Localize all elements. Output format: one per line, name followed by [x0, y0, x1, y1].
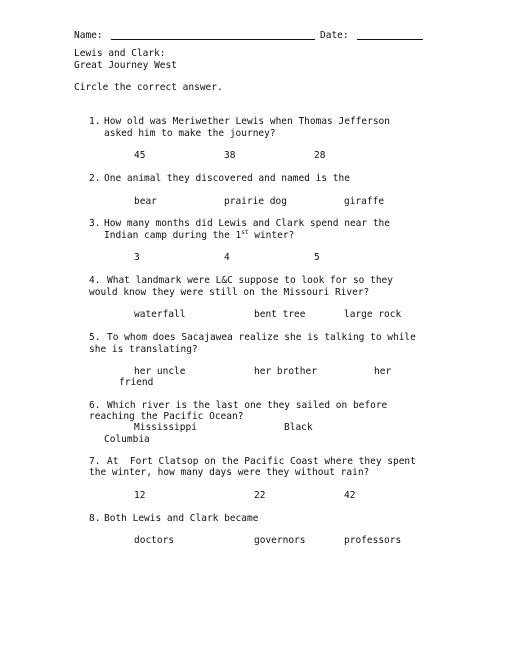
question-number: 2. — [89, 173, 101, 184]
answer-option[interactable]: professors — [344, 535, 402, 546]
question-text: reaching the Pacific Ocean? — [89, 411, 244, 422]
answer-option[interactable]: 38 — [224, 150, 236, 161]
title-line-2: Great Journey West — [74, 60, 177, 71]
answer-option[interactable]: her uncle — [134, 366, 186, 377]
question-number: 6. — [89, 400, 101, 411]
question-number: 8. — [89, 513, 101, 524]
answer-option[interactable]: 42 — [344, 490, 356, 501]
answer-option[interactable]: 45 — [134, 150, 146, 161]
question-text: Which river is the last one they sailed on before — [107, 400, 388, 411]
answer-option[interactable]: 12 — [134, 490, 146, 501]
question-text: the winter, how many days were they without rain? — [89, 467, 370, 478]
instructions: Circle the correct answer. — [74, 82, 223, 93]
answer-option[interactable]: 22 — [254, 490, 266, 501]
name-blank[interactable] — [111, 39, 315, 40]
answer-option[interactable]: governors — [254, 535, 306, 546]
question-text: she is translating? — [89, 344, 198, 355]
date-blank[interactable] — [357, 39, 423, 40]
question-text: What landmark were L&C suppose to look for so they — [107, 275, 393, 286]
date-label: Date: — [320, 30, 349, 41]
question-number: 7. — [89, 456, 101, 467]
answer-option-continuation[interactable]: friend — [119, 377, 154, 388]
answer-option[interactable]: large rock — [344, 309, 402, 320]
answer-option[interactable]: Mississippi — [134, 422, 197, 433]
question-text: would know they were still on the Missouri River? — [89, 287, 370, 298]
answer-option[interactable]: her brother — [254, 366, 317, 377]
question-text: Indian camp during the 1st winter? — [104, 229, 295, 241]
question-number: 5. — [89, 332, 101, 343]
answer-option[interactable]: waterfall — [134, 309, 186, 320]
answer-option[interactable]: her — [374, 366, 392, 377]
question-text: How old was Meriwether Lewis when Thomas Jefferson — [104, 116, 390, 127]
question-number: 1. — [89, 116, 101, 127]
question-text: One animal they discovered and named is the — [104, 173, 350, 184]
answer-option[interactable]: bent tree — [254, 309, 306, 320]
answer-option[interactable]: 28 — [314, 150, 326, 161]
answer-option[interactable]: 5 — [314, 252, 320, 263]
title-line-1: Lewis and Clark: — [74, 48, 166, 59]
question-text: How many months did Lewis and Clark spend near the — [104, 218, 390, 229]
question-text: Both Lewis and Clark became — [104, 513, 259, 524]
answer-option[interactable]: 3 — [134, 252, 140, 263]
question-text: At Fort Clatsop on the Pacific Coast where they spent — [107, 456, 416, 467]
answer-option[interactable]: Black — [284, 422, 313, 433]
question-number: 3. — [89, 218, 101, 229]
answer-option[interactable]: Columbia — [104, 434, 150, 445]
answer-option[interactable]: prairie dog — [224, 196, 287, 207]
question-text: asked him to make the journey? — [104, 128, 276, 139]
question-number: 4. — [89, 275, 101, 286]
answer-option[interactable]: doctors — [134, 535, 175, 546]
ordinal-superscript: st — [241, 229, 249, 236]
answer-option[interactable]: 4 — [224, 252, 230, 263]
answer-option[interactable]: bear — [134, 196, 157, 207]
answer-option[interactable]: giraffe — [344, 196, 385, 207]
name-label: Name: — [74, 30, 103, 41]
question-text: To whom does Sacajawea realize she is talking to while — [107, 332, 416, 343]
